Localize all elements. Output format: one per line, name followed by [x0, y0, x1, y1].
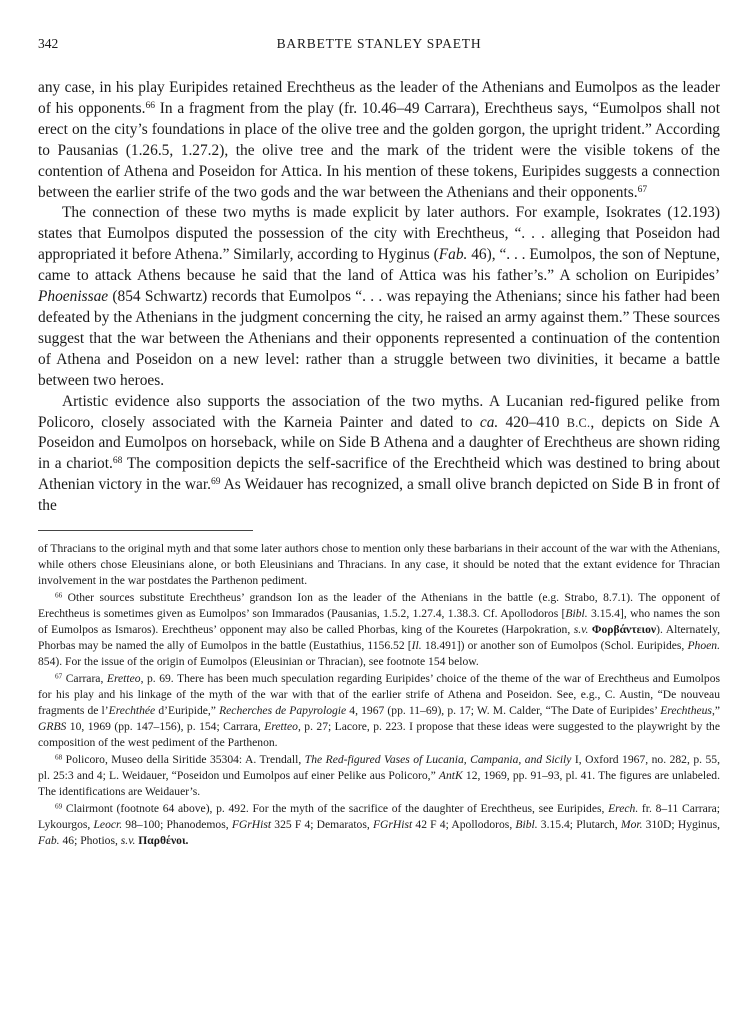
running-head: BARBETTE STANLEY SPAETH: [276, 36, 482, 51]
italic-text: s.v.: [120, 834, 136, 848]
italic-text: AntK: [438, 769, 463, 783]
text-run: , depicts on Side A Poseidon and Eumolpos on horseback, while on Side B Athena and a daughter of Erechtheus are shown riding in a chariot.: [38, 413, 720, 473]
footnote-ref-69[interactable]: 69: [210, 476, 221, 488]
small-caps-text: B.C.: [566, 415, 591, 430]
italic-text: Leocr.: [93, 818, 123, 832]
footnote-continuation: of Thracians to the original myth and that some later authors chose to mention only these barbarians in their account of the war with the Athenians, while others chose Eleusinians alone, or both Eleusinians and Thracians. In any case, it should be noted that the extant evidence for Thracian involvement in the war postdates the Parthenon pediment.: [38, 542, 720, 588]
text-run: ,”: [711, 704, 720, 718]
text-run: The connection of these two myths is made explicit by later authors. For example, Isokrates (12.193) states that Eumolpos disputed the possession of the city with Erechtheus, “. . . alleging that Poseidon had appropriated it before Athena.” Similarly, according to Hyginus (: [38, 204, 720, 264]
page-header: [38, 36, 720, 58]
page-number: 342: [38, 36, 59, 51]
italic-text: Fab.: [38, 834, 60, 848]
text-run: 4, 1967 (pp. 11–69), p. 17; W. M. Calder, “The Date of Euripides’: [346, 704, 661, 718]
footnotes: [38, 541, 720, 849]
italic-text: Recherches de Papyrologie: [219, 704, 347, 718]
italic-text: The Red-figured Vases of Lucania, Campania, and Sicily: [304, 753, 572, 767]
text-run: 420–410: [498, 413, 567, 431]
paragraph-1: [38, 78, 720, 203]
italic-text: Bibl.: [515, 818, 538, 832]
text-run: 42 F 4; Apollodoros,: [412, 818, 516, 832]
main-text: [38, 78, 720, 517]
text-run: Other sources substitute Erechtheus’ grandson Ion as the leader of the Athenians in the battle (e.g. Strabo, 8.7.1). The opponent of Erechtheus is sometimes given as Eumolpos’ son Immarados (Pausanias, 1.5.2, 1.27.4, 1.38.3. Cf. Apollodoros [: [38, 591, 720, 621]
footnote-69: [38, 801, 720, 849]
text-run: 854). For the issue of the origin of Eumolpos (Eleusinian or Thracian), see footnote 154 below.: [38, 655, 479, 669]
text-run: Artistic evidence also supports the association of the two myths. A Lucanian red-figured pelike from Policoro, closely associated with the Karneia Painter and dated to: [38, 392, 720, 431]
italic-text: Fab.: [438, 246, 468, 264]
text-run: 3.15.4; Plutarch,: [537, 818, 621, 832]
text-run: In a fragment from the play (fr. 10.46–49 Carrara), Erechtheus says, “Eumolpos shall not erect on the city’s foundations in place of the olive tree and the golden gorgon, the upright trident.” According to Pausanias (1.26.5, 1.27.2), the olive tree and the mark of the trident were the visible tokens of the contention of Athena and Poseidon for Attica. In his mention of these tokens, Euripides suggests a connection between the earlier strife of the two gods and the war between the Athenians and their opponents.: [38, 99, 720, 201]
footnote-68: [38, 752, 720, 800]
italic-text: Erech.: [608, 802, 639, 816]
text-run: Policoro, Museo della Siritide 35304: A. Trendall,: [62, 753, 305, 767]
text-run: 98–100; Phanodemos,: [122, 818, 232, 832]
paragraph-2: [38, 203, 720, 391]
text-run: As Weidauer has recognized, a small olive branch depicted on Side B in front of the: [38, 476, 720, 515]
italic-text: Mor.: [620, 818, 643, 832]
italic-text: Bibl.: [565, 607, 588, 621]
text-run: (854 Schwartz) records that Eumolpos “. . . was repaying the Athenians; since his father had been defeated by the Athenians in the judgment concerning the city, he raised an army against them.” These sources suggest that the war between the Athenians and their opponents represented a continuation of the contention of Athena and Poseidon on a new level: rather than a struggle between two divinities, it became a battle between two heroes.: [38, 288, 720, 389]
text-run: , p. 69. There has been much speculation regarding Euripides’ choice of the theme of the war of Erechtheus and Eumolpos for his play and his linkage of the myth of the war with that of the earlier strife of Athena and Poseidon. See, e.g., C. Austin, “De nouveau fragments de l’: [38, 672, 721, 718]
italic-text: FGrHist: [231, 818, 272, 832]
text-run: d’Euripide,”: [155, 704, 220, 718]
text-run: Clairmont (footnote 64 above), p. 492. For the myth of the sacrifice of the daughter of Erechtheus, see Euripides,: [62, 802, 609, 816]
footnote-66: [38, 590, 720, 670]
footnote-ref-68[interactable]: 68: [112, 455, 123, 467]
italic-text: Il.: [411, 639, 422, 653]
italic-text: ca.: [479, 413, 499, 431]
paragraph-3: [38, 392, 720, 517]
italic-text: GRBS: [38, 720, 67, 734]
text-run: 46), “. . . Eumolpos, the son of Neptune, came to attack Athens because he said that the land of Attica was his father’s.” A scholion on Euripides’: [38, 246, 721, 285]
text-run: 310D; Hyginus,: [642, 818, 721, 832]
text-run: 10, 1969 (pp. 147–156), p. 154; Carrara,: [66, 720, 265, 734]
footnote-ref-67[interactable]: 67: [637, 183, 648, 195]
greek-text: Παρθένοι.: [135, 834, 189, 848]
italic-text: Erechthée: [108, 704, 156, 718]
page: [38, 36, 720, 850]
italic-text: Eretteo: [264, 720, 298, 734]
footnote-number: 66: [55, 591, 63, 600]
text-run: fr. 8–11 Carrara; Lykourgos,: [38, 802, 720, 832]
italic-text: s.v.: [573, 623, 589, 637]
text-run: I, Oxford 1967, no. 282, p. 55, pl. 25:3 and 4; L. Weidauer, “Poseidon und Eumolpos auf einer Pelike aus Policoro,”: [38, 753, 720, 783]
text-run: 3.15.4], who names the son of Eumolpos as Ismaros). Erechtheus’ opponent may also be called Phorbas, king of the Kouretes (Harpokration,: [38, 607, 720, 637]
italic-text: Phoen.: [687, 639, 720, 653]
footnote-number: 67: [55, 672, 63, 681]
text-run: ). Alternately, Phorbas may be named the ally of Eumolpos in the battle (Eustathius, 1156.52 [: [38, 623, 721, 653]
text-run: 46; Photios,: [59, 834, 121, 848]
text-run: Carrara,: [62, 672, 107, 686]
text-run: 12, 1969, pp. 91–93, pl. 41. The figures are unlabeled. The identifications are Weidauer’s.: [38, 769, 720, 799]
text-run: , p. 27; Lacore, p. 223. I propose that these ideas were suggested to the playwright by the composition of the west pediment of the Parthenon.: [38, 720, 720, 750]
text-run: 18.491]) or another son of Eumolpos (Schol. Euripides,: [421, 639, 688, 653]
italic-text: FGrHist: [372, 818, 413, 832]
text-run: any case, in his play Euripides retained Erechtheus as the leader of the Athenians and Eumolpos as the leader of his opponents.: [38, 79, 720, 117]
greek-text: Φορβάντειον: [588, 623, 657, 637]
footnote-ref-66[interactable]: 66: [145, 100, 155, 112]
text-run: 325 F 4; Demaratos,: [271, 818, 373, 832]
text-run: The composition depicts the self-sacrifice of the Erechtheid which was destined to bring about Athenian victory in the war.: [38, 455, 720, 494]
footnote-number: 69: [55, 802, 63, 811]
footnote-67: [38, 671, 720, 751]
italic-text: Phoenissae: [38, 288, 109, 306]
footnote-number: 68: [55, 753, 63, 762]
italic-text: Erechtheus: [660, 704, 712, 718]
footnote-divider: [38, 530, 253, 531]
italic-text: Eretteo: [106, 672, 141, 686]
